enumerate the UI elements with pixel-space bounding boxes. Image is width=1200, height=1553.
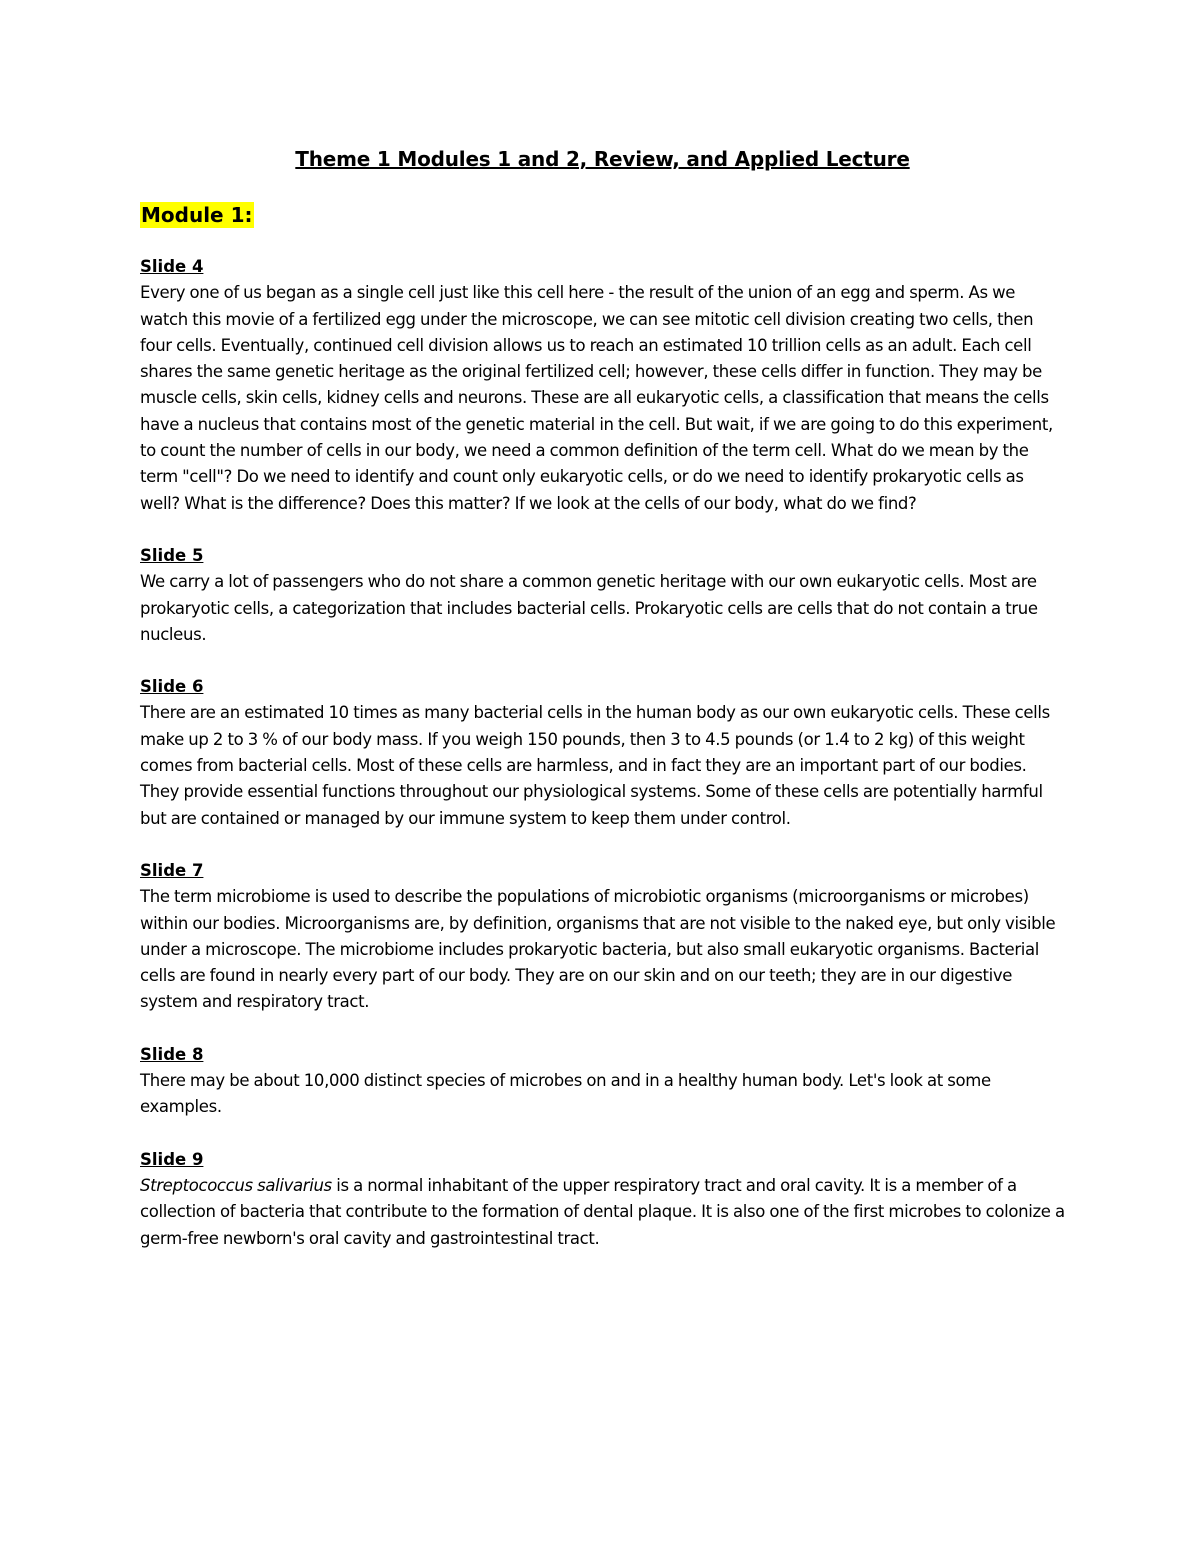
slide-heading: Slide 7 <box>140 860 204 880</box>
slide-body: There are an estimated 10 times as many bacterial cells in the human body as our own eukaryotic cells. These cells make up 2 to 3 % of our body mass. If you weigh 150 pounds, then 3 to 4.5 pounds (or 1.4 to 2 kg) of this weight comes from bacterial cells. Most of these cells are harmless, and in fact they are an important part of our bodies. They provide essential functions throughout our physiological systems. Some of these cells are potentially harmful but are contained or managed by our immune system to keep them under control. <box>140 703 1050 828</box>
slide-body <box>140 1173 1065 1252</box>
slide-section <box>140 1147 1065 1252</box>
slide-heading: Slide 4 <box>140 257 204 276</box>
slide-body: The term microbiome is used to describe the populations of microbiotic organisms (microorganisms or microbes) within our bodies. Microorganisms are, by definition, organisms that are not visible to the naked eye, but only visible under a microscope. The microbiome includes prokaryotic bacteria, but also small eukaryotic organisms. Bacterial cells are found in nearly every part of our body. They are on our skin and on our teeth; they are in our digestive system and respiratory tract. <box>140 887 1056 1012</box>
slide-section <box>140 1042 1065 1121</box>
slide-section <box>140 674 1065 832</box>
slide-body: There may be about 10,000 distinct species of microbes on and in a healthy human body. Let's look at some examples. <box>140 1071 991 1117</box>
module-heading-row <box>140 202 1065 228</box>
slide-body-text: is a normal inhabitant of the upper respiratory tract and oral cavity. It is a member of a collection of bacteria that contribute to the formation of dental plaque. It is also one of the first microbes to colonize a germ-free newborn's oral cavity and gastrointestinal tract. <box>140 1175 1065 1248</box>
module-heading: Module 1: <box>141 203 253 227</box>
slide-heading: Slide 6 <box>140 677 204 697</box>
document-title: Theme 1 Modules 1 and 2, Review, and Applied Lecture <box>295 147 910 171</box>
slide-section <box>140 543 1065 648</box>
slide-section <box>140 254 1065 517</box>
slide-heading: Slide 8 <box>140 1044 204 1064</box>
slide-body: We carry a lot of passengers who do not share a common genetic heritage with our own eukaryotic cells. Most are prokaryotic cells, a categorization that includes bacterial cells. Prokaryotic cells are cells that do not contain a true nucleus. <box>140 572 1038 644</box>
slide-heading: Slide 5 <box>140 545 204 565</box>
slide-body: Every one of us began as a single cell just like this cell here - the result of the union of an egg and sperm. As we watch this movie of a fertilized egg under the microscope, we can see mitotic cell division creating two cells, then four cells. Eventually, continued cell division allows us to reach an estimated 10 trillion cells as an adult. Each cell shares the same genetic heritage as the original fertilized cell; however, these cells differ in function. They may be muscle cells, skin cells, kidney cells and neurons. These are all eukaryotic cells, a classification that means the cells have a nucleus that contains most of the genetic material in the cell. But wait, if we are going to do this experiment, to count the number of cells in our body, we need a common definition of the term cell. What do we mean by the term "cell"? Do we need to identify and count only eukaryotic cells, or do we need to identify prokaryotic cells as well? What is the difference? Does this matter? If we look at the cells of our body, what do we find? <box>140 283 1053 513</box>
species-name: Streptococcus salivarius <box>140 1175 332 1195</box>
slide-section <box>140 858 1065 1016</box>
document-page <box>140 146 1065 1278</box>
slide-heading: Slide 9 <box>140 1149 204 1169</box>
